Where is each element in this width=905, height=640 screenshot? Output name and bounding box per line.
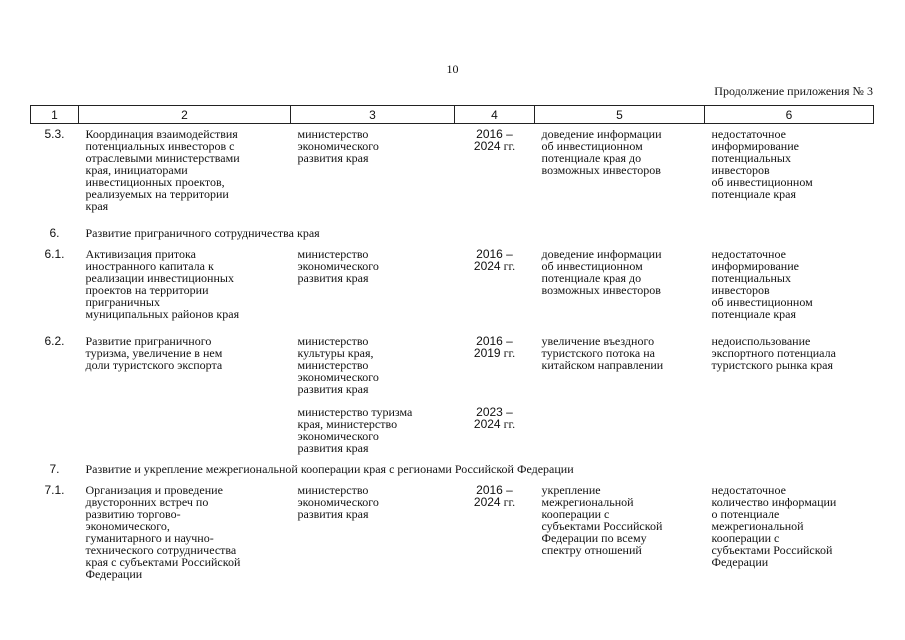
measure-cell xyxy=(79,248,291,335)
executor-line: министерство xyxy=(297,127,369,141)
period-end: 2024 xyxy=(473,258,501,273)
section-title: Развитие и укрепление межрегиональной кооперации края с регионами Российской Федерации xyxy=(85,461,574,476)
continuation-label: Продолжение приложения № 3 xyxy=(714,84,873,98)
measure-line: реализуемых на территории xyxy=(85,187,229,201)
column-header-6: 6 xyxy=(705,106,874,124)
measure-cell xyxy=(79,484,291,588)
result-line: об инвестиционном xyxy=(541,258,643,273)
period-end: 2024 xyxy=(473,139,501,153)
risk-line: недоиспользование xyxy=(711,333,811,348)
executor-cell xyxy=(291,335,455,406)
period-suffix: гг. xyxy=(503,345,516,360)
executor-line: министерство xyxy=(297,357,369,372)
empty-cell xyxy=(705,406,874,463)
executor-line: развития края xyxy=(297,381,369,396)
executor-cell xyxy=(291,248,455,335)
period-start: 2016 – xyxy=(476,333,513,348)
measure-line: Федерации xyxy=(85,566,143,581)
measure-line: муниципальных районов края xyxy=(85,306,240,321)
executor-line: развития края xyxy=(297,270,369,285)
table-row xyxy=(31,248,874,335)
result-line: спектру отношений xyxy=(541,542,642,557)
risk-line: потенциальных xyxy=(711,270,791,285)
result-line: укрепление xyxy=(541,482,601,497)
measure-line: реализации инвестиционных xyxy=(85,270,234,285)
measure-cell xyxy=(79,124,291,227)
period-end: 2024 xyxy=(473,416,501,431)
risk-cell xyxy=(705,335,874,406)
page-number: 10 xyxy=(446,62,459,76)
column-header-4: 4 xyxy=(455,106,535,124)
measure-line: экономического, xyxy=(85,518,170,533)
column-header-1: 1 xyxy=(31,106,79,124)
empty-cell xyxy=(535,406,705,463)
measure-line: гуманитарного и научно- xyxy=(85,530,214,545)
measure-line: приграничных xyxy=(85,294,160,309)
measure-line: Организация и проведение xyxy=(85,482,223,497)
executor-line: министерство xyxy=(297,246,369,261)
period-suffix: гг. xyxy=(503,416,516,431)
table-row xyxy=(31,484,874,588)
risk-line: количество информации xyxy=(711,494,837,509)
risk-line: Федерации xyxy=(711,554,769,569)
result-line: туристского потока на xyxy=(541,345,655,360)
period-cell xyxy=(455,248,535,335)
risk-line: кооперации с xyxy=(711,530,780,545)
result-cell xyxy=(535,248,705,335)
measure-line: края с субъектами Российской xyxy=(85,554,241,569)
risk-line: недостаточное xyxy=(711,127,786,141)
measure-line: потенциальных инвесторов с xyxy=(85,139,235,153)
empty-cell xyxy=(79,406,291,463)
risk-line: о потенциале xyxy=(711,506,780,521)
result-line: увеличение въездного xyxy=(541,333,655,348)
result-cell xyxy=(535,484,705,588)
risk-line: экспортного потенциала xyxy=(711,345,836,360)
row-number: 7.1. xyxy=(44,482,65,497)
table-row xyxy=(31,335,874,406)
period-cell xyxy=(455,484,535,588)
risk-line: межрегиональной xyxy=(711,518,804,533)
executor-line: культуры края, xyxy=(297,345,374,360)
period-suffix: гг. xyxy=(503,494,516,509)
period-suffix: гг. xyxy=(503,258,516,273)
measure-line: края, инициаторами xyxy=(85,163,188,177)
executor-line: развития края xyxy=(297,440,369,455)
measure-line: двусторонних встреч по xyxy=(85,494,209,509)
program-table xyxy=(30,105,874,588)
measure-line: проектов на территории xyxy=(85,282,209,297)
result-line: возможных инвесторов xyxy=(541,282,661,297)
risk-line: инвесторов xyxy=(711,282,770,297)
section-number: 7. xyxy=(49,461,60,476)
header-row xyxy=(31,106,874,124)
measure-line: Развитие приграничного xyxy=(85,333,212,348)
measure-line: Координация взаимодействия xyxy=(85,127,238,141)
result-line: китайском направлении xyxy=(541,357,664,372)
column-header-2: 2 xyxy=(79,106,291,124)
measure-line: технического сотрудничества xyxy=(85,542,237,557)
executor-line: экономического xyxy=(297,494,379,509)
executor-line: экономического xyxy=(297,258,379,273)
executor-cell xyxy=(291,406,455,463)
period-end: 2024 xyxy=(473,494,501,509)
measure-line: развитию торгово- xyxy=(85,506,181,521)
risk-cell xyxy=(705,248,874,335)
measure-cell xyxy=(79,335,291,406)
row-number: 5.3. xyxy=(44,127,65,141)
measure-line: края xyxy=(85,199,109,213)
risk-cell xyxy=(705,484,874,588)
executor-line: министерство xyxy=(297,482,369,497)
measure-line: Активизация притока xyxy=(85,246,196,261)
measure-line: отраслевыми министерствами xyxy=(85,151,240,165)
risk-line: потенциальных xyxy=(711,151,791,165)
result-line: потенциале края до xyxy=(541,151,642,165)
measure-line: иностранного капитала к xyxy=(85,258,214,273)
section-number: 6. xyxy=(49,225,60,240)
measure-line: доли туристского экспорта xyxy=(85,357,223,372)
period-start: 2016 – xyxy=(476,246,513,261)
result-line: кооперации с xyxy=(541,506,610,521)
result-line: межрегиональной xyxy=(541,494,634,509)
risk-line: инвесторов xyxy=(711,163,770,177)
executor-line: края, министерство xyxy=(297,416,398,431)
result-line: потенциале края до xyxy=(541,270,642,285)
measure-line: инвестиционных проектов, xyxy=(85,175,225,189)
period-suffix: гг. xyxy=(503,139,516,153)
executor-line: экономического xyxy=(297,139,379,153)
period-cell xyxy=(455,406,535,463)
period-start: 2016 – xyxy=(476,127,513,141)
result-cell xyxy=(535,335,705,406)
result-line: Федерации по всему xyxy=(541,530,647,545)
risk-line: недостаточное xyxy=(711,482,786,497)
risk-line: информирование xyxy=(711,139,799,153)
row-number: 6.1. xyxy=(44,246,65,261)
period-start: 2016 – xyxy=(476,482,513,497)
risk-cell xyxy=(705,124,874,227)
result-line: возможных инвесторов xyxy=(541,163,661,177)
result-cell xyxy=(535,124,705,227)
executor-line: министерство туризма xyxy=(297,404,413,419)
column-header-5: 5 xyxy=(535,106,705,124)
executor-cell xyxy=(291,484,455,588)
executor-line: экономического xyxy=(297,428,379,443)
measure-line: туризма, увеличение в нем xyxy=(85,345,223,360)
risk-line: субъектами Российской xyxy=(711,542,833,557)
result-line: об инвестиционном xyxy=(541,139,643,153)
executor-line: развития края xyxy=(297,506,369,521)
table-row xyxy=(31,124,874,227)
period-start: 2023 – xyxy=(476,404,513,419)
section-row xyxy=(31,227,874,248)
risk-line: недостаточное xyxy=(711,246,786,261)
risk-line: информирование xyxy=(711,258,799,273)
executor-line: экономического xyxy=(297,369,379,384)
section-row xyxy=(31,463,874,484)
table-row xyxy=(31,406,874,463)
risk-line: об инвестиционном xyxy=(711,294,813,309)
risk-line: потенциале края xyxy=(711,187,797,201)
risk-line: туристского рынка края xyxy=(711,357,834,372)
period-cell xyxy=(455,124,535,227)
result-line: доведение информации xyxy=(541,246,662,261)
column-header-3: 3 xyxy=(291,106,455,124)
executor-cell xyxy=(291,124,455,227)
risk-line: об инвестиционном xyxy=(711,175,813,189)
period-end: 2019 xyxy=(473,345,501,360)
section-title: Развитие приграничного сотрудничества края xyxy=(85,225,320,240)
result-line: доведение информации xyxy=(541,127,662,141)
risk-line: потенциале края xyxy=(711,306,797,321)
empty-cell xyxy=(31,406,79,463)
result-line: субъектами Российской xyxy=(541,518,663,533)
period-cell xyxy=(455,335,535,406)
executor-line: развития края xyxy=(297,151,369,165)
executor-line: министерство xyxy=(297,333,369,348)
row-number: 6.2. xyxy=(44,333,65,348)
